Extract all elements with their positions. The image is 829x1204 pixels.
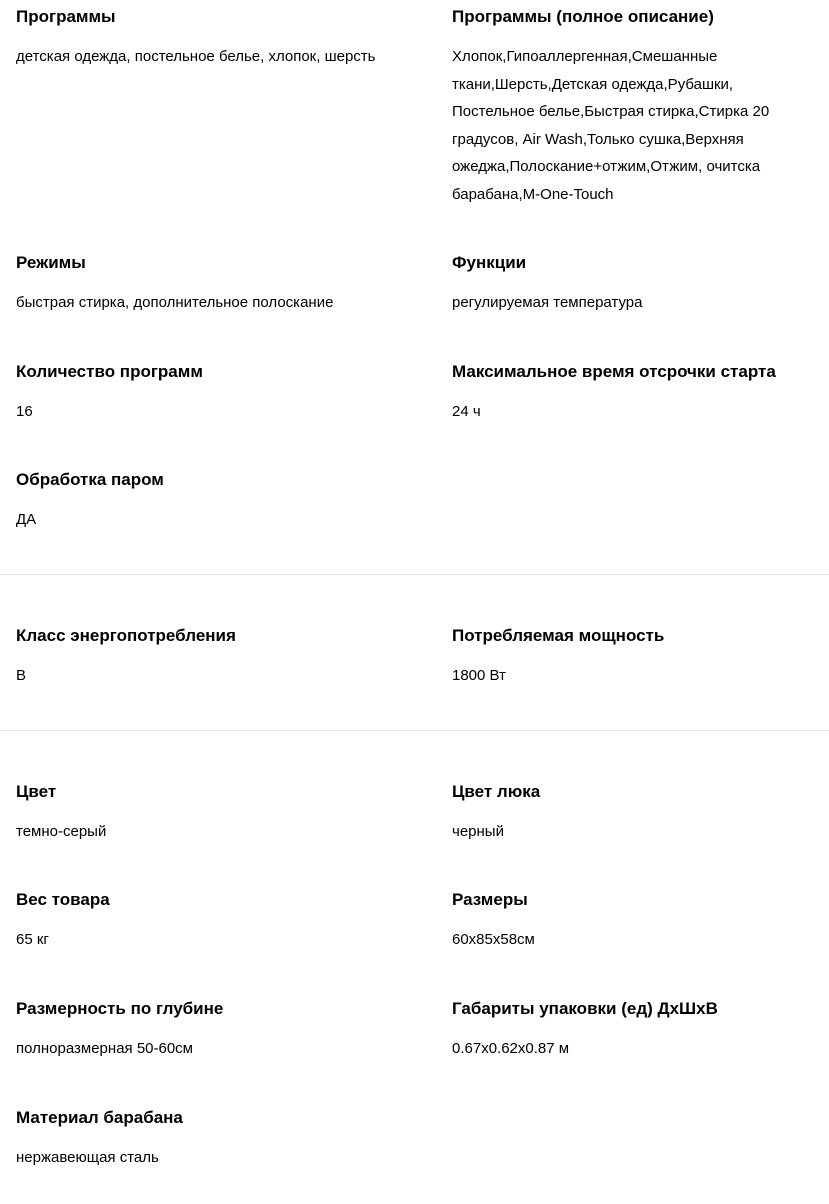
spec-value: черный [452, 823, 504, 840]
spec-item-weight [16, 890, 386, 954]
spec-label: Потребляемая мощность [452, 626, 665, 645]
spec-value: полноразмерная 50-60см [16, 1040, 193, 1057]
spec-value: 0.67x0.62x0.87 м [452, 1040, 570, 1057]
spec-value: регулируемая температура [452, 294, 643, 311]
spec-value: детская одежда, постельное белье, хлопок, шерсть [16, 48, 376, 65]
spec-value: 16 [16, 403, 33, 420]
spec-section-programs [0, 0, 829, 574]
spec-label: Размерность по глубине [16, 999, 224, 1018]
spec-value: нержавеющая сталь [16, 1149, 159, 1166]
spec-label: Максимальное время отсрочки старта [452, 362, 776, 381]
spec-value: 65 кг [16, 931, 49, 948]
spec-item-package-dimensions [452, 999, 822, 1063]
spec-label: Обработка паром [16, 470, 164, 489]
spec-value: 1800 Вт [452, 667, 506, 684]
spec-item-functions [452, 253, 822, 317]
spec-label: Размеры [452, 890, 528, 909]
spec-item-steam [16, 470, 386, 534]
spec-label: Режимы [16, 253, 86, 272]
spec-item-door-color [452, 782, 822, 846]
spec-label: Программы [16, 7, 116, 26]
spec-item-program-count [16, 362, 386, 426]
spec-item-depth-class [16, 999, 386, 1063]
spec-label: Цвет [16, 782, 57, 801]
spec-label: Класс энергопотребления [16, 626, 236, 645]
spec-label: Цвет люка [452, 782, 541, 801]
spec-section-energy [0, 575, 829, 730]
spec-item-energy-class [16, 626, 386, 690]
spec-value: быстрая стирка, дополнительное полоскание [16, 294, 334, 311]
spec-label: Вес товара [16, 890, 110, 909]
spec-item-power [452, 626, 822, 690]
spec-value: B [16, 667, 27, 684]
spec-label: Количество программ [16, 362, 203, 381]
spec-item-programs-full [452, 7, 822, 208]
spec-label: Программы (полное описание) [452, 7, 714, 26]
spec-value: ДА [16, 511, 37, 528]
spec-item-color [16, 782, 386, 846]
spec-item-drum-material [16, 1108, 386, 1172]
spec-item-dimensions [452, 890, 822, 954]
spec-value: темно-серый [16, 823, 107, 840]
spec-label: Функции [452, 253, 527, 272]
spec-item-modes [16, 253, 386, 317]
spec-value: Хлопок,Гипоаллергенная,Смешанные ткани,Шерсть,Детская одежда,Рубашки, Постельное белье,Быстрая стирка,Стирка 20 градусов, Air Wash,Только сушка,Верхняя ожеджа,Полоскание+отжим,Отжим, очитска барабана,M-One-Touch [452, 48, 770, 203]
spec-value: 60х85х58см [452, 931, 535, 948]
spec-label: Габариты упаковки (ед) ДхШхВ [452, 999, 718, 1018]
spec-value: 24 ч [452, 403, 481, 420]
spec-label: Материал барабана [16, 1108, 183, 1127]
spec-item-delay-start [452, 362, 822, 426]
spec-item-programs [16, 7, 386, 71]
spec-section-appearance [0, 731, 829, 1203]
